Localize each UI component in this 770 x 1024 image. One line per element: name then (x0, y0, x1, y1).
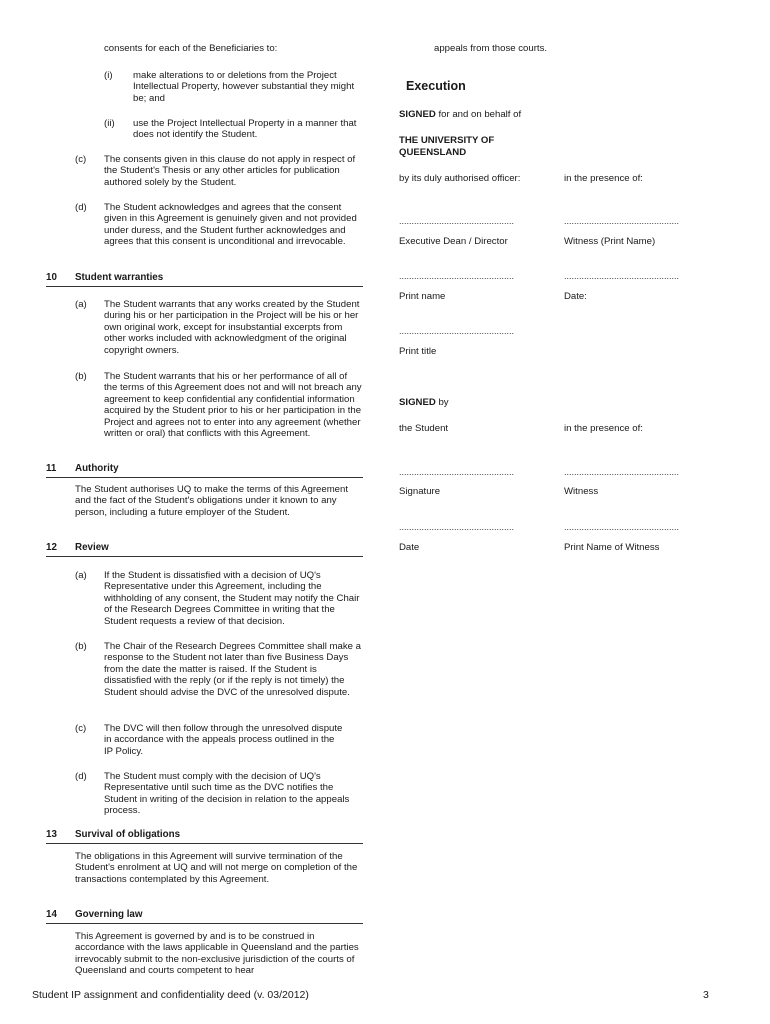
item-text: use the Project Intellectual Property in a manner that does not identify the Student. (133, 118, 357, 141)
section-title: Review (75, 542, 109, 553)
section-body: The Student authorises UQ to make the terms of this Agreement and the fact of the Student's obligations under it known to any person, including a future employer of the Student. (75, 484, 349, 518)
item-label: (a) (75, 299, 87, 310)
item-text: The Student acknowledges and agrees that the consent given in this Agreement is genuinely given and not provided under duress, and the Student further acknowledges and agrees that this consent is unconditional and irrevocable. (104, 202, 357, 248)
section-title: Survival of obligations (75, 829, 181, 840)
by-officer-label: by its duly authorised officer: (399, 173, 521, 184)
item-text: The Student must comply with the decision of UQ's Representative until such time as the DVC notifies the Student in writing of the decision in relation to the appeals process. (104, 771, 350, 817)
signed-rest: by (435, 397, 449, 408)
section-number: 11 (46, 463, 57, 474)
execution-heading: Execution (406, 79, 466, 93)
university-name-line2: QUEENSLAND (399, 147, 467, 158)
section-heading-governing-law (46, 909, 363, 924)
section-heading-review (46, 542, 363, 557)
item-label: (d) (75, 202, 87, 213)
page-number: 3 (703, 989, 709, 1001)
university-name-line1: THE UNIVERSITY OF (399, 135, 495, 146)
signature-line-witness: .............................................. (564, 467, 680, 477)
in-presence-label: in the presence of: (564, 423, 643, 434)
section-heading-warranties (46, 272, 363, 287)
item-text: If the Student is dissatisfied with a decision of UQ's Representative under this Agreement, including the withholding of any consent, the Student may notify the Chair of the Research Degrees Committee in writing that the Student requests a review of that decision. (104, 570, 360, 627)
intro-text: consents for each of the Beneficiaries to: (104, 43, 278, 54)
date-label: Date: (564, 291, 587, 302)
witness-print-name-label: Witness (Print Name) (564, 236, 656, 247)
date-label: Date (399, 542, 420, 553)
signature-line-witness: .............................................. (564, 216, 680, 226)
signature-line-print-name: .............................................. (399, 271, 515, 281)
signed-by-student (399, 397, 449, 408)
item-text: The DVC will then follow through the unresolved dispute in accordance with the appeals process outlined in the IP Policy. (104, 723, 343, 757)
section-number: 10 (46, 272, 57, 283)
item-text: The Chair of the Research Degrees Committee shall make a response to the Student not later than five Business Days from the date the matter is raised. If the Student is dissatisfied with the reply (or if the reply is not timely) the Student should advise the DVC of the unresolved dispute. (104, 641, 362, 698)
section-title: Governing law (75, 909, 143, 920)
signature-label: Signature (399, 486, 441, 497)
item-label: (b) (75, 641, 87, 652)
signed-for-uq (399, 109, 521, 120)
signature-line-dean: .............................................. (399, 216, 515, 226)
witness-label: Witness (564, 486, 599, 497)
item-label: (d) (75, 771, 87, 782)
print-title-label: Print title (399, 346, 437, 357)
section-body: The obligations in this Agreement will survive termination of the Student's enrolment at UQ and will not merge on completion of the transactions contemplated by this Agreement. (75, 851, 358, 885)
item-text: The Student warrants that his or her performance of all of the terms of this Agreement does not and will not breach any agreement to keep confidential any confidential information acquired by the Student prior to his or her participation in the Project and agrees not to enter into any agreement (whether written or oral) that conflicts with this Agreement. (104, 371, 362, 440)
item-label: (ii) (104, 118, 115, 129)
signed-bold: SIGNED (399, 397, 436, 408)
exec-dean-label: Executive Dean / Director (399, 236, 508, 247)
signature-line-date: .............................................. (399, 522, 515, 532)
section-title: Authority (75, 463, 119, 474)
item-label: (b) (75, 371, 87, 382)
signature-line-witness-name: .............................................. (564, 522, 680, 532)
section-body: This Agreement is governed by and is to be construed in accordance with the laws applicable in Queensland and the parties irrevocably submit to the non-exclusive jurisdiction of the courts of Queensland and courts competent to hear (75, 931, 359, 977)
section-heading-survival (46, 829, 363, 844)
item-label: (i) (104, 70, 113, 81)
continued-text: appeals from those courts. (434, 43, 548, 54)
item-label: (c) (75, 723, 87, 734)
item-text: The Student warrants that any works created by the Student during his or her participation in the Project will be his or her own original work, except for insubstantial excerpts from other works included with acknowledgment of the original copyright owners. (104, 299, 360, 356)
section-number: 14 (46, 909, 57, 920)
print-name-label: Print name (399, 291, 446, 302)
the-student-label: the Student (399, 423, 449, 434)
print-name-witness-label: Print Name of Witness (564, 542, 660, 553)
signed-bold: SIGNED (399, 109, 436, 120)
in-presence-label: in the presence of: (564, 173, 643, 184)
section-number: 13 (46, 829, 57, 840)
item-text: make alterations to or deletions from the Project Intellectual Property, however substantial they might be; and (133, 70, 355, 104)
item-label: (c) (75, 154, 87, 165)
signature-line-print-title: .............................................. (399, 326, 515, 336)
section-title: Student warranties (75, 272, 164, 283)
signed-rest: for and on behalf of (435, 109, 522, 120)
signature-line-date: .............................................. (564, 271, 680, 281)
footer-doc-title: Student IP assignment and confidentiality deed (v. 03/2012) (32, 989, 309, 1001)
signature-line-student: .............................................. (399, 467, 515, 477)
item-label: (a) (75, 570, 87, 581)
item-text: The consents given in this clause do not apply in respect of the Student's Thesis or any other articles for publication authored solely by the Student. (104, 154, 356, 188)
section-number: 12 (46, 542, 57, 553)
section-heading-authority (46, 463, 363, 478)
